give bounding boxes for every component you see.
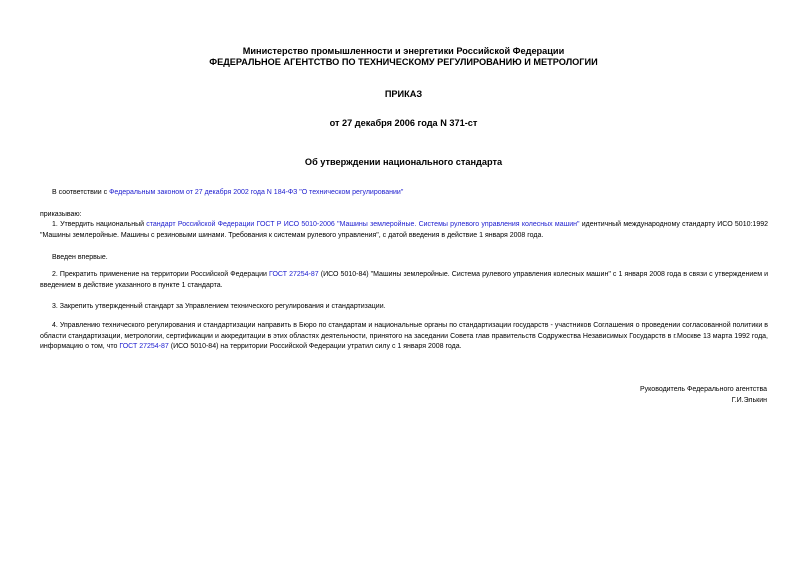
date-number: от 27 декабря 2006 года N 371-ст <box>329 118 478 128</box>
order-word: приказываю: <box>40 211 82 218</box>
signature-name: Г.И.Элькин <box>731 397 767 404</box>
intro-paragraph <box>52 188 403 198</box>
intro-prefix: В соответствии с <box>52 189 110 196</box>
federal-law-link[interactable]: Федеральным законом от 27 декабря 2002 года N 184-ФЗ "О техническом регулировании" <box>109 189 404 196</box>
item-1-paragraph <box>40 220 768 241</box>
document-title: Об утверждении национального стандарта <box>304 157 503 167</box>
gost-r-iso-5010-link[interactable]: стандарт Российской Федерации ГОСТ Р ИСО 5010-2006 "Машины землеройные. Системы рулевого управления колесных машин" <box>146 221 580 228</box>
order-heading: ПРИКАЗ <box>384 89 423 99</box>
item-4-paragraph <box>40 321 768 353</box>
introduced-first-note: Введен впервые. <box>52 254 108 261</box>
signature-position: Руководитель Федерального агентства <box>639 386 767 393</box>
item-3-paragraph: 3. Закрепить утвержденный стандарт за Управлением технического регулирования и стандартизации. <box>52 303 386 310</box>
item-2-prefix: 2. Прекратить применение на территории Российской Федерации <box>52 271 270 278</box>
item-1-prefix: 1. Утвердить национальный <box>52 221 147 228</box>
agency-heading: ФЕДЕРАЛЬНОЕ АГЕНТСТВО ПО ТЕХНИЧЕСКОМУ РЕГУЛИРОВАНИЮ И МЕТРОЛОГИИ <box>209 57 598 67</box>
gost-27254-link-2[interactable]: ГОСТ 27254-87 <box>119 343 169 350</box>
item-1-suffix: идентичный международному стандарту ИСО 5010:1992 "Машины землеройные. Машины с резиновыми шинами. Требования к системам рулевого управления", с датой введения в действие 1 января 2008 года. <box>40 221 769 239</box>
gost-27254-link[interactable]: ГОСТ 27254-87 <box>269 271 319 278</box>
ministry-heading: Министерство промышленности и энергетики Российской Федерации <box>242 46 565 56</box>
item-4-suffix: (ИСО 5010-84) на территории Российской Федерации утратил силу с 1 января 2008 года. <box>168 343 462 350</box>
item-2-paragraph <box>40 270 768 291</box>
item-2-suffix: (ИСО 5010-84) "Машины землеройные. Система рулевого управления колесных машин" с 1 января 2008 года в связи с утверждением и введением в действие указанного в пункте 1 стандарта. <box>40 271 769 289</box>
item-4-prefix: 4. Управлению технического регулирования и стандартизации направить в Бюро по стандартам и национальные органы по стандартизации государств - участников Соглашения о проведении согласованной политики в области стандартизации, метрологии, сертификации и аккредитации в этих областях деятельности, принятого на заседании Совета глав правительств Содружества Независимых Государств в г.Москве 13 марта 1992 года, информацию о том, что <box>40 322 768 350</box>
